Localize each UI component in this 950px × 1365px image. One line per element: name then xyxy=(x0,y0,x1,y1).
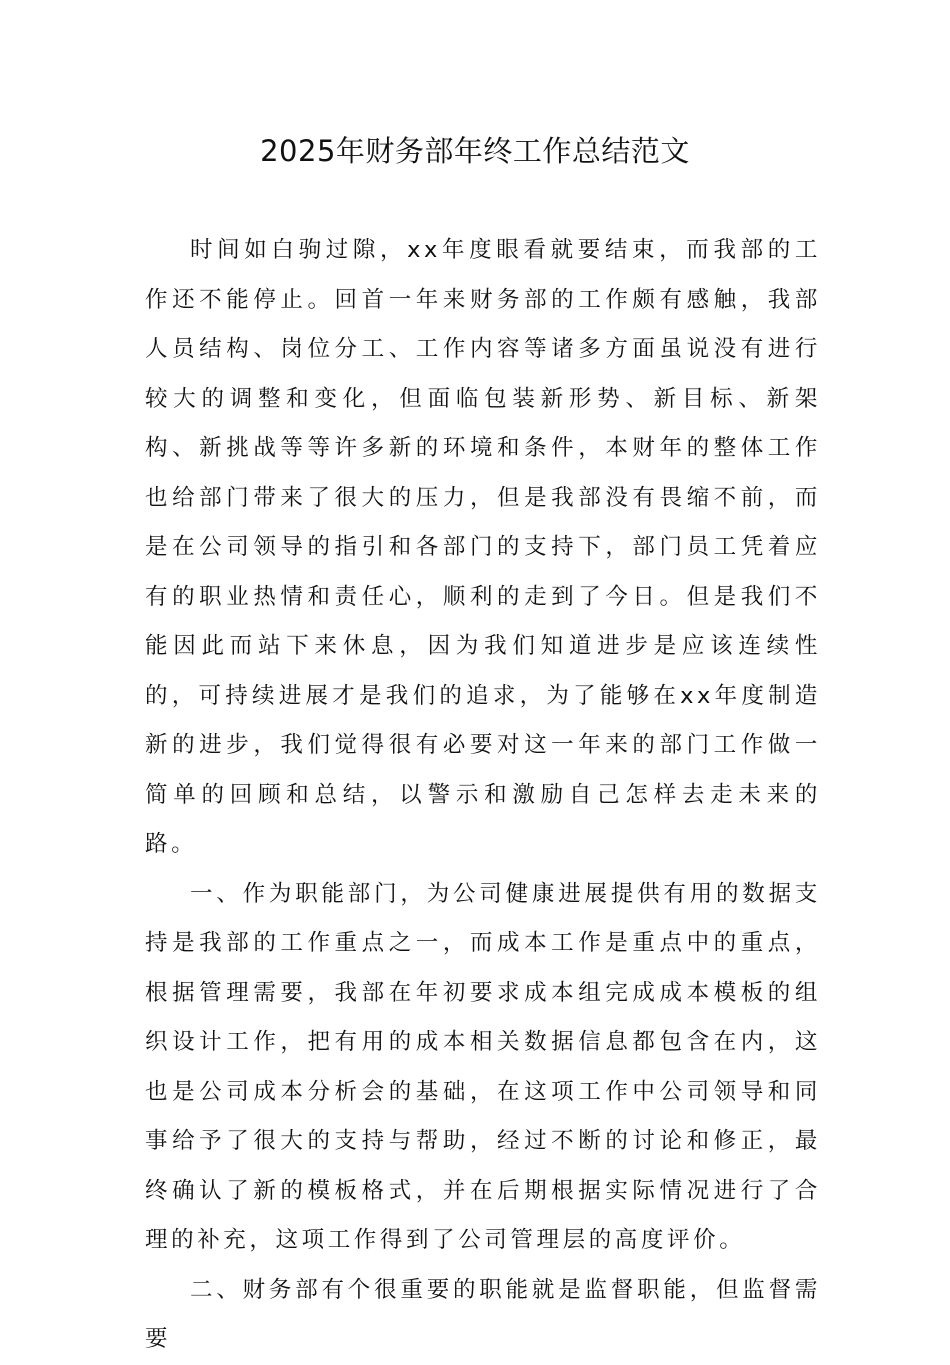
document-body xyxy=(145,226,821,1365)
paragraph-section-2: 二、财务部有个很重要的职能就是监督职能，但监督需要 xyxy=(145,1276,821,1352)
paragraph-intro: 时间如白驹过隙，xx年度眼看就要结束，而我部的工作还不能停止。回首一年来财务部的工作颇有感触，我部人员结构、岗位分工、工作内容等诸多方面虽说没有进行较大的调整和变化，但面临包装新形势、新目标、新架构、新挑战等等许多新的环境和条件，本财年的整体工作也给部门带来了很大的压力，但是我部没有畏缩不前，而是在公司领导的指引和各部门的支持下，部门员工凭着应有的职业热情和责任心，顺利的走到了今日。但是我们不能因此而站下来休息，因为我们知道进步是应该连续性的，可持续进展才是我们的追求，为了能够在xx年度制造新的进步，我们觉得很有必要对这一年来的部门工作做一简单的回顾和总结，以警示和激励自己怎样去走未来的路。 xyxy=(145,237,821,857)
document-title: 2025年财务部年终工作总结范文 xyxy=(260,134,690,168)
paragraph-section-1: 一、作为职能部门，为公司健康进展提供有用的数据支持是我部的工作重点之一，而成本工作是重点中的重点，根据管理需要，我部在年初要求成本组完成成本模板的组织设计工作，把有用的成本相关数据信息都包含在内，这也是公司成本分析会的基础，在这项工作中公司领导和同事给予了很大的支持与帮助，经过不断的讨论和修正，最终确认了新的模板格式，并在后期根据实际情况进行了合理的补充，这项工作得到了公司管理层的高度评价。 xyxy=(145,880,821,1253)
